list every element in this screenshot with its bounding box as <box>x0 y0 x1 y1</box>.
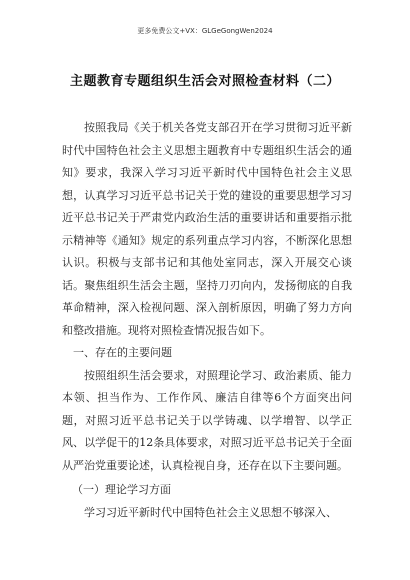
subsection-paragraph: 学习习近平新时代中国特色社会主义思想不够深入、 <box>84 505 337 519</box>
section-paragraph: 按照组织生活会要求，对照理论学习、政治素质、能力本领、担当作为、工作作风、廉洁自律等6个方面突出问题，对照习近平总书记关于以学铸魂、以学增智、以学正风、以学促干的12条具体要求，对照习近平总书记关于全面从严治党重要论述，认真检视自身，还存在以下主要问题。 <box>62 368 352 472</box>
section-heading: 一、存在的主要问题 <box>73 346 172 359</box>
document-body <box>62 117 352 524</box>
subsection-heading: （一）理论学习方面 <box>72 483 171 496</box>
header-note: 更多免费公文+VX：GLGeGongWen2024 <box>137 27 273 35</box>
document-title: 主题教育专题组织生活会对照检查材料（二） <box>69 74 340 89</box>
intro-paragraph: 按照我局《关于机关各党支部召开在学习贯彻习近平新时代中国特色社会主义思想主题教育中专题组织生活会的通知》要求，我深入学习习近平新时代中国特色社会主义思想，认真学习习近平总书记关于党的建设的重要思想学习习近平总书记关于严肃党内政治生活的重要讲话和重要指示批示精神等《通知》规定的系列重点学习内容，不断深化思想认识。积极与支部书记和其他处室同志，深入开展交心谈话。聚焦组织生活会主题，坚持刀刃向内，发扬彻底的自我革命精神，深入检视问题、深入剖析原因，明确了努力方向和整改措施。现将对照检查情况报告如下。 <box>62 121 352 337</box>
